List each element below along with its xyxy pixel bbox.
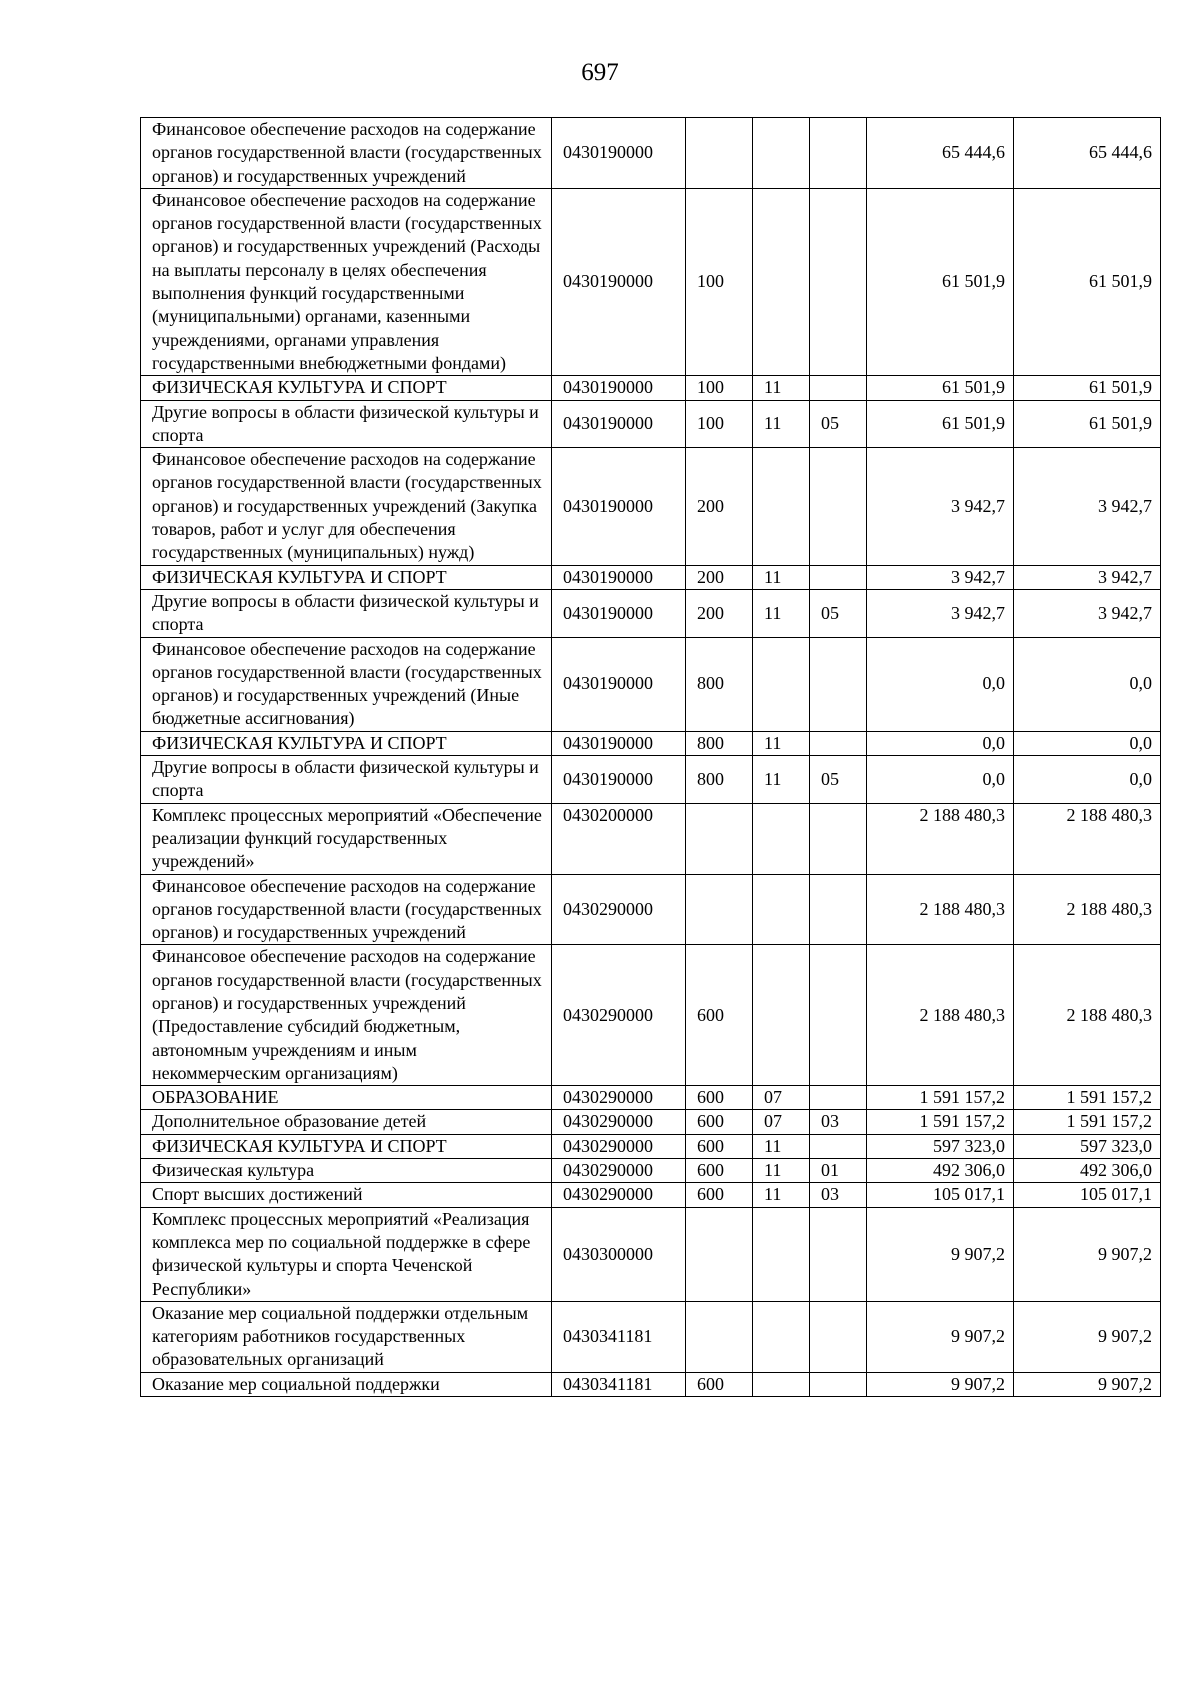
cell-subsection: 03 <box>810 1183 867 1207</box>
cell-target-code: 0430190000 <box>552 637 686 731</box>
cell-section: 11 <box>753 376 810 400</box>
cell-amount-2: 61 501,9 <box>1014 400 1161 448</box>
cell-amount-2: 2 188 480,3 <box>1014 874 1161 945</box>
cell-subsection <box>810 565 867 589</box>
cell-target-code: 0430190000 <box>552 188 686 375</box>
cell-target-code: 0430300000 <box>552 1207 686 1301</box>
cell-target-code: 0430341181 <box>552 1372 686 1396</box>
cell-section <box>753 118 810 189</box>
cell-subsection <box>810 1134 867 1158</box>
cell-expense-name: Финансовое обеспечение расходов на содержание органов государственной власти (государственных органов) и государственных учреждений <box>141 118 552 189</box>
cell-target-code: 0430190000 <box>552 118 686 189</box>
cell-expense-type: 600 <box>686 1159 753 1183</box>
cell-expense-type: 600 <box>686 1183 753 1207</box>
cell-expense-type <box>686 1207 753 1301</box>
table-row <box>141 1134 1161 1158</box>
table-row <box>141 1207 1161 1301</box>
cell-amount-1: 9 907,2 <box>867 1372 1014 1396</box>
cell-expense-name: Другие вопросы в области физической культуры и спорта <box>141 589 552 637</box>
cell-amount-2: 3 942,7 <box>1014 448 1161 565</box>
cell-section: 11 <box>753 400 810 448</box>
cell-amount-1: 3 942,7 <box>867 448 1014 565</box>
cell-expense-name: Финансовое обеспечение расходов на содержание органов государственной власти (государственных органов) и государственных учреждений (Расходы на выплаты персоналу в целях обеспечения выполнения функций государственными (муниципальными) органами, казенными учреждениями, органами управления государственными внебюджетными фондами) <box>141 188 552 375</box>
cell-amount-1: 9 907,2 <box>867 1207 1014 1301</box>
cell-expense-type: 600 <box>686 1372 753 1396</box>
cell-target-code: 0430290000 <box>552 1183 686 1207</box>
cell-target-code: 0430290000 <box>552 874 686 945</box>
cell-expense-type: 600 <box>686 1086 753 1110</box>
cell-amount-2: 61 501,9 <box>1014 376 1161 400</box>
table-row <box>141 1159 1161 1183</box>
cell-amount-1: 3 942,7 <box>867 589 1014 637</box>
table-row <box>141 1183 1161 1207</box>
table-row <box>141 1372 1161 1396</box>
cell-amount-2: 492 306,0 <box>1014 1159 1161 1183</box>
cell-expense-type <box>686 118 753 189</box>
cell-amount-1: 61 501,9 <box>867 376 1014 400</box>
cell-expense-type: 600 <box>686 945 753 1086</box>
cell-amount-1: 9 907,2 <box>867 1301 1014 1372</box>
cell-amount-1: 3 942,7 <box>867 565 1014 589</box>
table-row <box>141 803 1161 874</box>
cell-subsection: 05 <box>810 756 867 804</box>
table-row <box>141 731 1161 755</box>
cell-section <box>753 945 810 1086</box>
cell-target-code: 0430190000 <box>552 731 686 755</box>
table-row <box>141 945 1161 1086</box>
cell-section <box>753 803 810 874</box>
cell-amount-1: 61 501,9 <box>867 188 1014 375</box>
table-row <box>141 565 1161 589</box>
table-row <box>141 448 1161 565</box>
cell-amount-2: 0,0 <box>1014 637 1161 731</box>
cell-amount-2: 2 188 480,3 <box>1014 945 1161 1086</box>
cell-expense-type: 100 <box>686 376 753 400</box>
cell-target-code: 0430190000 <box>552 756 686 804</box>
cell-section <box>753 1301 810 1372</box>
cell-expense-type: 100 <box>686 188 753 375</box>
cell-expense-name: Финансовое обеспечение расходов на содержание органов государственной власти (государственных органов) и государственных учреждений (Иные бюджетные ассигнования) <box>141 637 552 731</box>
cell-expense-name: ФИЗИЧЕСКАЯ КУЛЬТУРА И СПОРТ <box>141 565 552 589</box>
cell-amount-2: 105 017,1 <box>1014 1183 1161 1207</box>
cell-subsection <box>810 448 867 565</box>
cell-amount-2: 2 188 480,3 <box>1014 803 1161 874</box>
cell-expense-name: Спорт высших достижений <box>141 1183 552 1207</box>
table-row <box>141 188 1161 375</box>
cell-section <box>753 1372 810 1396</box>
cell-expense-type <box>686 1301 753 1372</box>
cell-expense-type: 800 <box>686 756 753 804</box>
cell-expense-name: Другие вопросы в области физической культуры и спорта <box>141 756 552 804</box>
cell-expense-name: ОБРАЗОВАНИЕ <box>141 1086 552 1110</box>
table-row <box>141 376 1161 400</box>
cell-amount-1: 0,0 <box>867 756 1014 804</box>
cell-amount-2: 3 942,7 <box>1014 565 1161 589</box>
table-row <box>141 1086 1161 1110</box>
cell-section <box>753 448 810 565</box>
page-number: 697 <box>581 59 619 86</box>
cell-target-code: 0430290000 <box>552 945 686 1086</box>
cell-section: 11 <box>753 1134 810 1158</box>
table-body <box>141 118 1161 1397</box>
cell-subsection <box>810 1086 867 1110</box>
cell-expense-name: Комплекс процессных мероприятий «Обеспечение реализации функций государственных учреждений» <box>141 803 552 874</box>
cell-amount-1: 1 591 157,2 <box>867 1086 1014 1110</box>
cell-expense-name: Финансовое обеспечение расходов на содержание органов государственной власти (государственных органов) и государственных учреждений <box>141 874 552 945</box>
cell-expense-type: 600 <box>686 1110 753 1134</box>
cell-amount-2: 597 323,0 <box>1014 1134 1161 1158</box>
budget-table <box>140 117 1161 1397</box>
cell-subsection <box>810 731 867 755</box>
cell-section: 11 <box>753 731 810 755</box>
table-row <box>141 589 1161 637</box>
table-row <box>141 1301 1161 1372</box>
table-row <box>141 118 1161 189</box>
cell-section <box>753 637 810 731</box>
table-row <box>141 637 1161 731</box>
table-row <box>141 874 1161 945</box>
cell-target-code: 0430190000 <box>552 448 686 565</box>
table-row <box>141 756 1161 804</box>
cell-target-code: 0430200000 <box>552 803 686 874</box>
cell-expense-type: 200 <box>686 448 753 565</box>
cell-subsection <box>810 945 867 1086</box>
cell-expense-type <box>686 874 753 945</box>
cell-amount-2: 1 591 157,2 <box>1014 1086 1161 1110</box>
cell-amount-1: 65 444,6 <box>867 118 1014 189</box>
cell-subsection <box>810 1372 867 1396</box>
cell-expense-name: Финансовое обеспечение расходов на содержание органов государственной власти (государственных органов) и государственных учреждений (Закупка товаров, работ и услуг для обеспечения государственных (муниципальных) нужд) <box>141 448 552 565</box>
cell-target-code: 0430190000 <box>552 376 686 400</box>
cell-expense-name: ФИЗИЧЕСКАЯ КУЛЬТУРА И СПОРТ <box>141 1134 552 1158</box>
cell-target-code: 0430341181 <box>552 1301 686 1372</box>
cell-amount-1: 0,0 <box>867 637 1014 731</box>
cell-subsection <box>810 188 867 375</box>
cell-amount-1: 105 017,1 <box>867 1183 1014 1207</box>
cell-expense-type: 800 <box>686 637 753 731</box>
cell-amount-1: 492 306,0 <box>867 1159 1014 1183</box>
cell-amount-2: 9 907,2 <box>1014 1301 1161 1372</box>
cell-expense-type: 600 <box>686 1134 753 1158</box>
cell-amount-2: 3 942,7 <box>1014 589 1161 637</box>
cell-expense-name: Комплекс процессных мероприятий «Реализация комплекса мер по социальной поддержке в сфере физической культуры и спорта Чеченской Республики» <box>141 1207 552 1301</box>
cell-expense-name: Дополнительное образование детей <box>141 1110 552 1134</box>
table-row <box>141 1110 1161 1134</box>
cell-section: 11 <box>753 756 810 804</box>
cell-expense-name: ФИЗИЧЕСКАЯ КУЛЬТУРА И СПОРТ <box>141 731 552 755</box>
cell-section <box>753 1207 810 1301</box>
cell-subsection <box>810 637 867 731</box>
cell-amount-2: 1 591 157,2 <box>1014 1110 1161 1134</box>
cell-subsection <box>810 376 867 400</box>
cell-subsection <box>810 1207 867 1301</box>
cell-expense-name: Другие вопросы в области физической культуры и спорта <box>141 400 552 448</box>
cell-expense-name: Финансовое обеспечение расходов на содержание органов государственной власти (государственных органов) и государственных учреждений (Предоставление субсидий бюджетным, автономным учреждениям и иным некоммерческим организациям) <box>141 945 552 1086</box>
cell-amount-1: 2 188 480,3 <box>867 874 1014 945</box>
cell-target-code: 0430290000 <box>552 1110 686 1134</box>
cell-amount-2: 65 444,6 <box>1014 118 1161 189</box>
cell-amount-1: 61 501,9 <box>867 400 1014 448</box>
cell-target-code: 0430290000 <box>552 1159 686 1183</box>
cell-expense-name: ФИЗИЧЕСКАЯ КУЛЬТУРА И СПОРТ <box>141 376 552 400</box>
cell-amount-1: 2 188 480,3 <box>867 945 1014 1086</box>
cell-amount-1: 0,0 <box>867 731 1014 755</box>
cell-section <box>753 188 810 375</box>
cell-target-code: 0430190000 <box>552 400 686 448</box>
cell-expense-name: Оказание мер социальной поддержки <box>141 1372 552 1396</box>
cell-section: 11 <box>753 1183 810 1207</box>
cell-expense-type <box>686 803 753 874</box>
cell-section: 07 <box>753 1086 810 1110</box>
cell-expense-type: 200 <box>686 589 753 637</box>
cell-section: 11 <box>753 589 810 637</box>
cell-subsection: 05 <box>810 400 867 448</box>
cell-expense-name: Физическая культура <box>141 1159 552 1183</box>
cell-subsection <box>810 874 867 945</box>
cell-subsection <box>810 1301 867 1372</box>
cell-section: 07 <box>753 1110 810 1134</box>
cell-expense-name: Оказание мер социальной поддержки отдельным категориям работников государственных образовательных организаций <box>141 1301 552 1372</box>
cell-subsection: 01 <box>810 1159 867 1183</box>
cell-subsection: 05 <box>810 589 867 637</box>
cell-target-code: 0430190000 <box>552 589 686 637</box>
cell-amount-1: 597 323,0 <box>867 1134 1014 1158</box>
cell-target-code: 0430190000 <box>552 565 686 589</box>
cell-amount-1: 2 188 480,3 <box>867 803 1014 874</box>
cell-amount-2: 0,0 <box>1014 731 1161 755</box>
cell-amount-2: 0,0 <box>1014 756 1161 804</box>
cell-amount-2: 9 907,2 <box>1014 1372 1161 1396</box>
cell-subsection: 03 <box>810 1110 867 1134</box>
cell-section: 11 <box>753 1159 810 1183</box>
table-row <box>141 400 1161 448</box>
cell-section <box>753 874 810 945</box>
cell-amount-2: 9 907,2 <box>1014 1207 1161 1301</box>
cell-amount-2: 61 501,9 <box>1014 188 1161 375</box>
cell-section: 11 <box>753 565 810 589</box>
cell-target-code: 0430290000 <box>552 1134 686 1158</box>
cell-target-code: 0430290000 <box>552 1086 686 1110</box>
cell-subsection <box>810 803 867 874</box>
cell-expense-type: 800 <box>686 731 753 755</box>
cell-expense-type: 100 <box>686 400 753 448</box>
cell-expense-type: 200 <box>686 565 753 589</box>
cell-subsection <box>810 118 867 189</box>
cell-amount-1: 1 591 157,2 <box>867 1110 1014 1134</box>
